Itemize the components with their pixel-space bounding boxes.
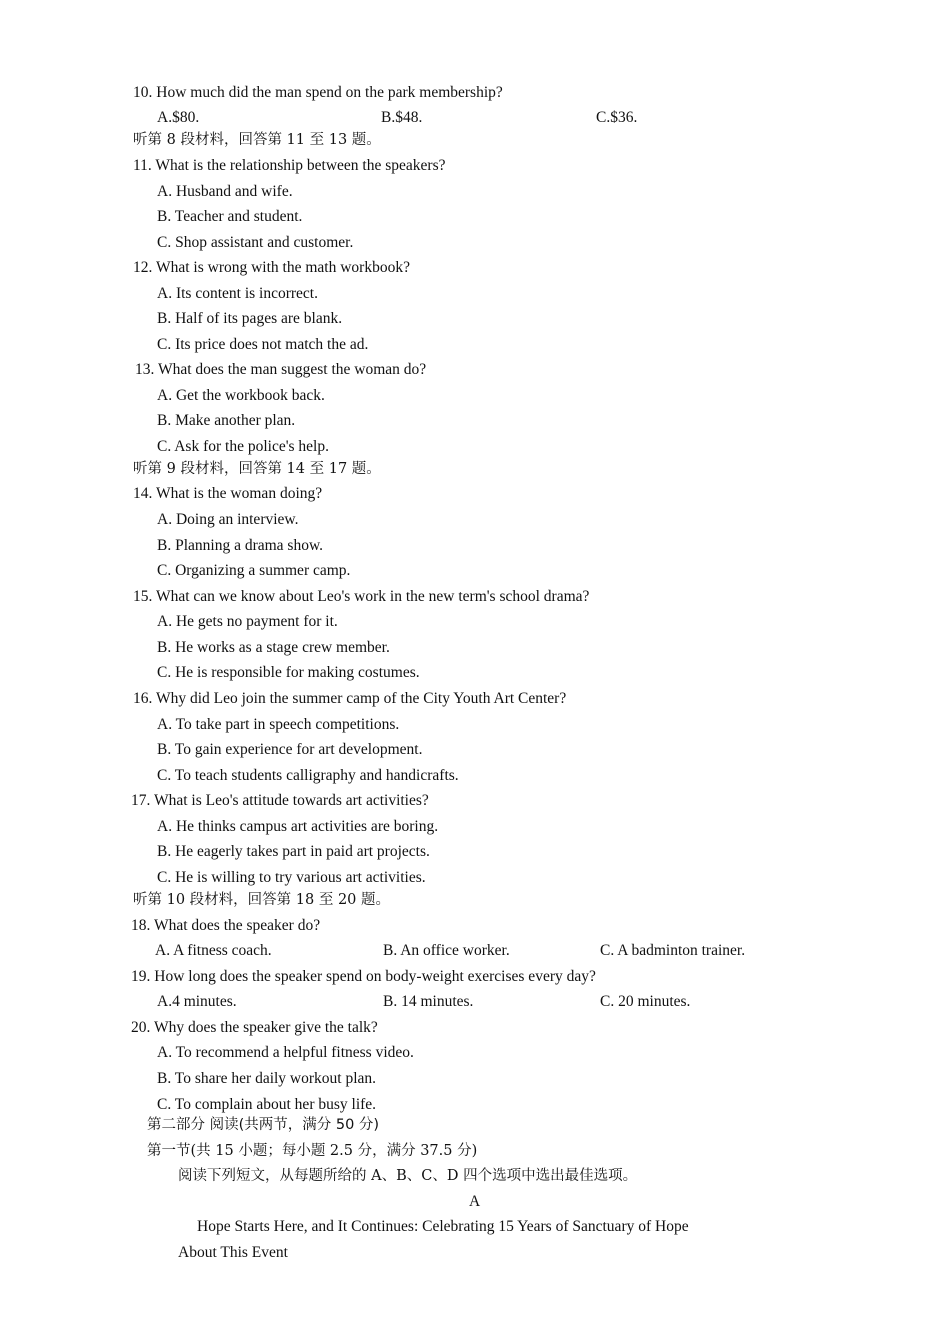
q20-option-a: A. To recommend a helpful fitness video.	[157, 1044, 414, 1061]
q16-stem: 16. Why did Leo join the summer camp of the City Youth Art Center?	[133, 690, 567, 707]
q14-option-c: C. Organizing a summer camp.	[157, 562, 351, 579]
q18-option-c: C. A badminton trainer.	[600, 942, 746, 959]
q10-option-b: B.$48.	[381, 109, 423, 126]
q17-option-c: C. He is willing to try various art activities.	[157, 869, 426, 886]
q18-option-a: A. A fitness coach.	[155, 942, 272, 959]
section-8-instruction: 听第 8 段材料，回答第 11 至 13 题。	[133, 132, 381, 148]
q11-option-c: C. Shop assistant and customer.	[157, 234, 354, 251]
q19-option-b: B. 14 minutes.	[383, 993, 474, 1010]
q20-option-b: B. To share her daily workout plan.	[157, 1070, 377, 1087]
q20-option-c: C. To complain about her busy life.	[157, 1096, 377, 1113]
passage-title: Hope Starts Here, and It Continues: Celebrating 15 Years of Sanctuary of Hope	[197, 1218, 689, 1235]
q10-option-c: C.$36.	[596, 109, 638, 126]
q13-option-b: B. Make another plan.	[157, 412, 296, 429]
q18-stem: 18. What does the speaker do?	[131, 917, 321, 934]
q15-option-b: B. He works as a stage crew member.	[157, 639, 390, 656]
q15-option-c: C. He is responsible for making costumes.	[157, 664, 420, 681]
section-10-instruction: 听第 10 段材料，回答第 18 至 20 题。	[133, 892, 391, 908]
q12-option-c: C. Its price does not match the ad.	[157, 336, 369, 353]
q15-stem: 15. What can we know about Leo's work in the new term's school drama?	[133, 588, 590, 605]
q14-option-a: A. Doing an interview.	[157, 511, 299, 528]
reading-instructions: 阅读下列短文，从每题所给的 A、B、C、D 四个选项中选出最佳选项。	[178, 1168, 638, 1184]
q15-option-a: A. He gets no payment for it.	[157, 613, 338, 630]
q16-option-b: B. To gain experience for art development.	[157, 741, 423, 758]
q13-stem: 13. What does the man suggest the woman do?	[135, 361, 427, 378]
q10-stem: 10. How much did the man spend on the park membership?	[133, 84, 503, 101]
section-9-instruction: 听第 9 段材料，回答第 14 至 17 题。	[133, 461, 381, 477]
q11-stem: 11. What is the relationship between the speakers?	[133, 157, 446, 174]
q20-stem: 20. Why does the speaker give the talk?	[131, 1019, 378, 1036]
q10-option-a: A.$80.	[157, 109, 200, 126]
part-2-heading: 第二部分 阅读(共两节，满分 50 分)	[147, 1117, 380, 1133]
q13-option-a: A. Get the workbook back.	[157, 387, 325, 404]
q14-option-b: B. Planning a drama show.	[157, 537, 324, 554]
q13-option-c: C. Ask for the police's help.	[157, 438, 329, 455]
q16-option-a: A. To take part in speech competitions.	[157, 716, 400, 733]
q16-option-c: C. To teach students calligraphy and handicrafts.	[157, 767, 459, 784]
q11-option-a: A. Husband and wife.	[157, 183, 293, 200]
q17-option-a: A. He thinks campus art activities are boring.	[157, 818, 439, 835]
q17-option-b: B. He eagerly takes part in paid art projects.	[157, 843, 430, 860]
passage-letter: A	[469, 1193, 481, 1210]
q19-option-a: A.4 minutes.	[157, 993, 237, 1010]
q18-option-b: B. An office worker.	[383, 942, 510, 959]
passage-subheading: About This Event	[178, 1244, 288, 1261]
section-1-heading: 第一节(共 15 小题；每小题 2.5 分，满分 37.5 分)	[147, 1143, 478, 1159]
q12-option-a: A. Its content is incorrect.	[157, 285, 318, 302]
q11-option-b: B. Teacher and student.	[157, 208, 303, 225]
q12-stem: 12. What is wrong with the math workbook?	[133, 259, 410, 276]
q19-stem: 19. How long does the speaker spend on body-weight exercises every day?	[131, 968, 596, 985]
q14-stem: 14. What is the woman doing?	[133, 485, 323, 502]
q19-option-c: C. 20 minutes.	[600, 993, 691, 1010]
q17-stem: 17. What is Leo's attitude towards art activities?	[131, 792, 429, 809]
q12-option-b: B. Half of its pages are blank.	[157, 310, 343, 327]
